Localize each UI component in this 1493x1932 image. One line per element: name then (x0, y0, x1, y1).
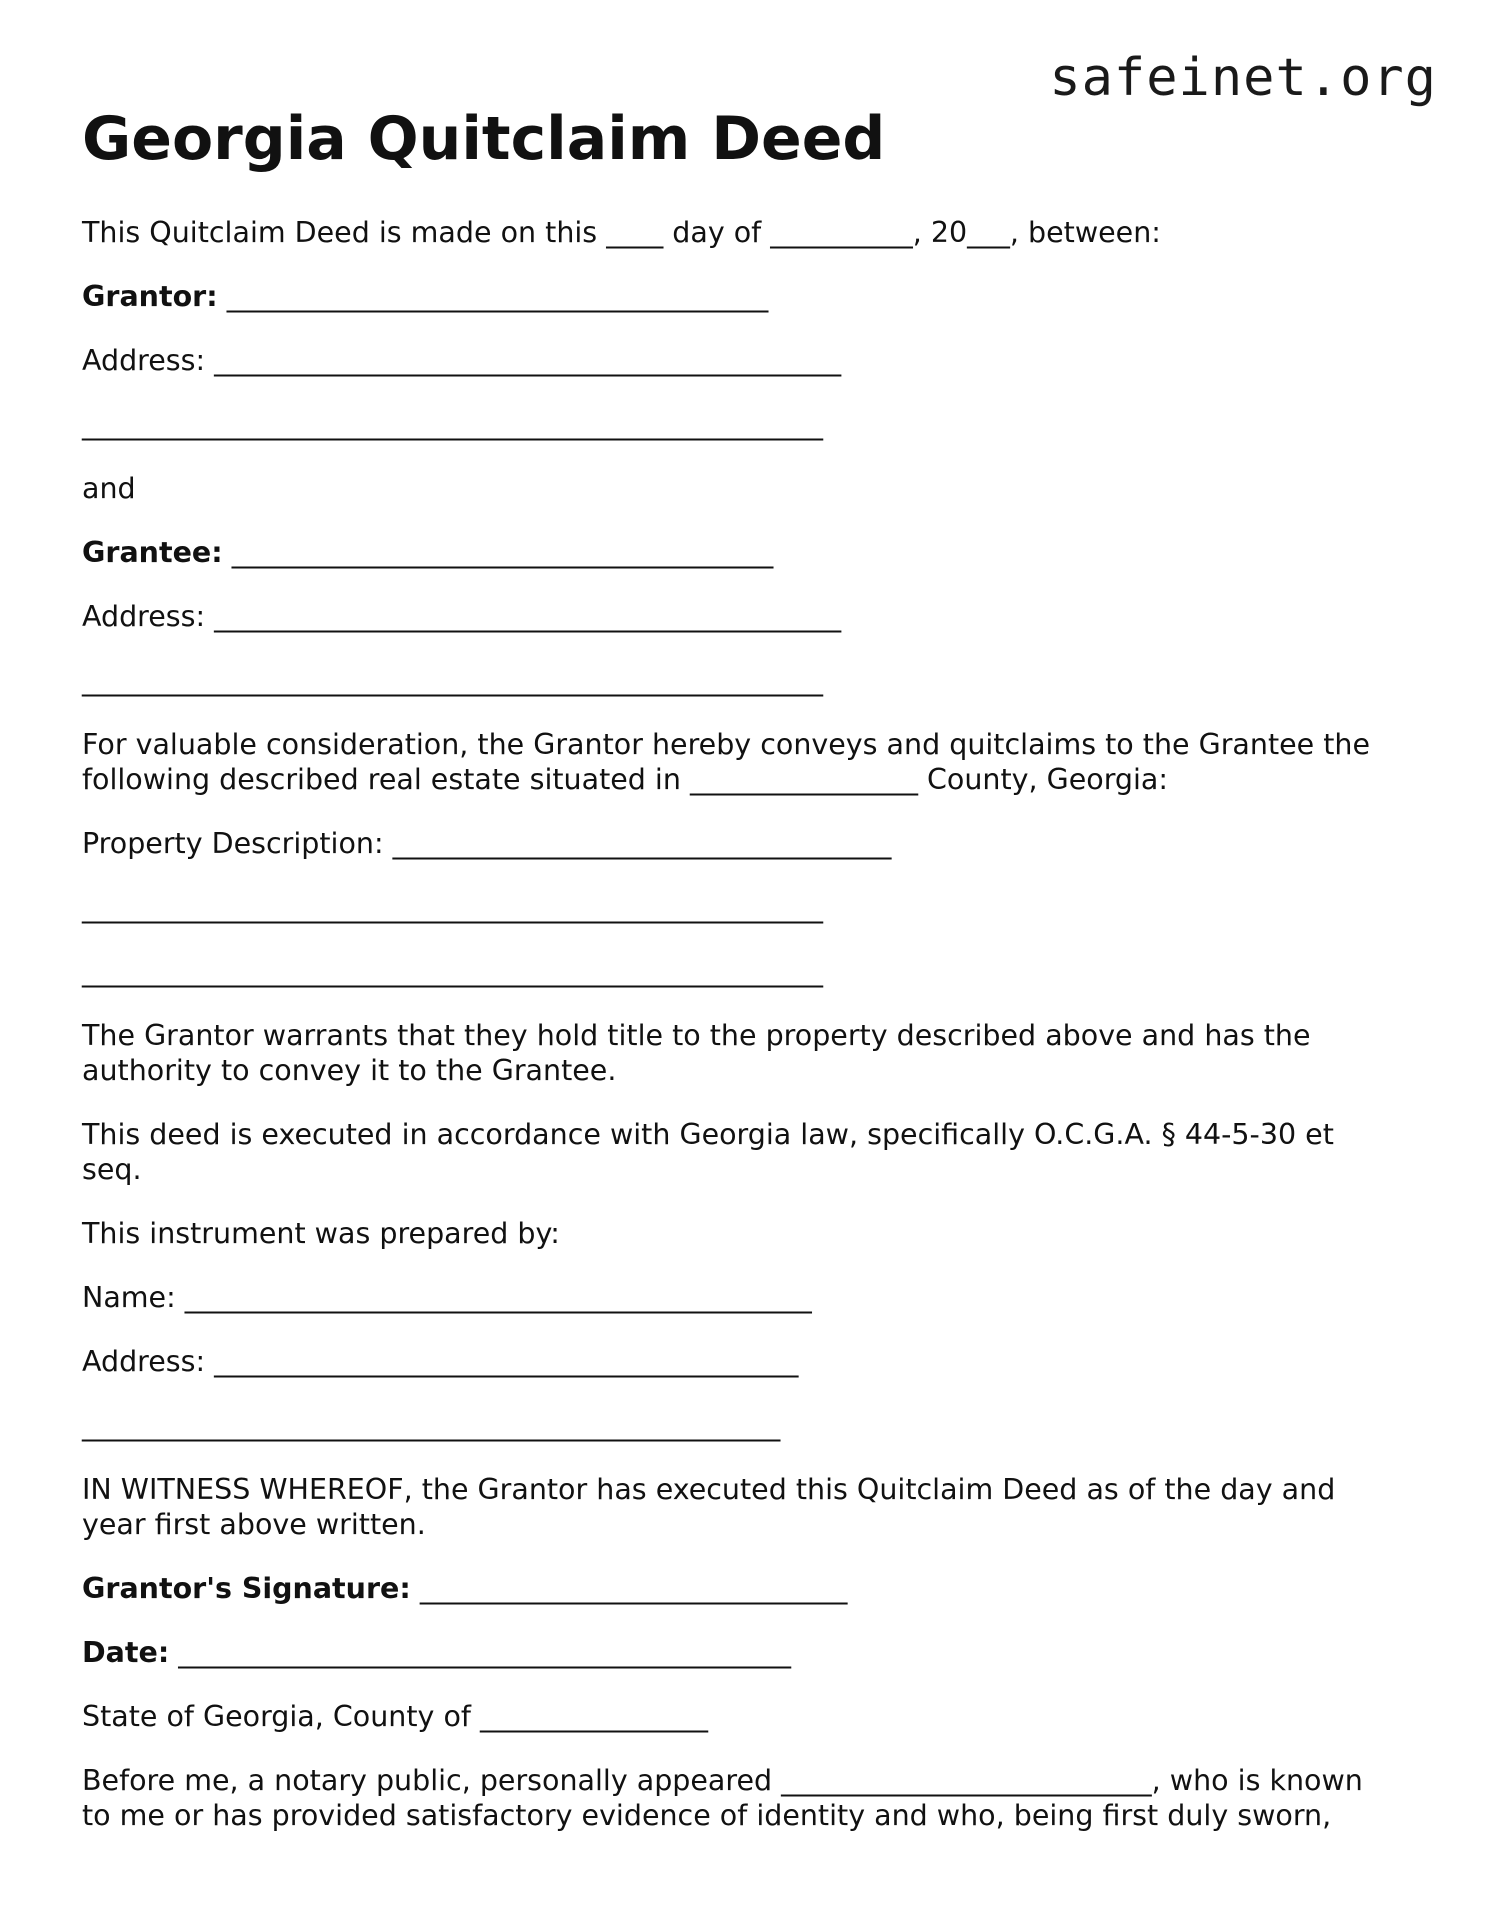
grantor-signature-field (82, 1571, 847, 1606)
grantor-signature-label: Grantor's Signature: (82, 1572, 411, 1605)
grantee-label: Grantee: (82, 536, 223, 569)
date-blank: ___________________________________________ (169, 1636, 792, 1669)
prepared-by-text: This instrument was prepared by: (82, 1217, 560, 1250)
property-description-field (82, 826, 891, 861)
notary-paragraph: Before me, a notary public, personally appeared __________________________, who is known to me or has provided satisfactory evidence of identity and who, being first duly sworn, (82, 1764, 1363, 1832)
property-description-label: Property Description: (82, 827, 384, 860)
intro-line: This Quitclaim Deed is made on this ____ day of __________, 20___, between: (82, 216, 1161, 249)
grantee-address-label: Address: (82, 600, 206, 633)
grantor-address-continuation: ____________________________________________________ (82, 408, 823, 441)
grantor-label: Grantor: (82, 280, 218, 313)
grantee-address-blank: ____________________________________________ (205, 600, 842, 633)
date-field (82, 1635, 791, 1670)
grantee-address-continuation: ____________________________________________________ (82, 664, 823, 697)
grantor-address-field (82, 343, 841, 378)
state-county-line: State of Georgia, County of ________________ (82, 1700, 708, 1733)
grantee-blank: ______________________________________ (222, 536, 774, 569)
preparer-address-continuation: _________________________________________________ (82, 1409, 781, 1442)
property-description-line-3: ____________________________________________________ (82, 955, 823, 988)
grantor-address-label: Address: (82, 344, 206, 377)
warranty-paragraph: The Grantor warrants that they hold title to the property described above and has the authority to convey it to the Grantee. (82, 1019, 1311, 1087)
law-paragraph: This deed is executed in accordance with Georgia law, specifically O.C.G.A. § 44-5-30 et seq. (82, 1118, 1334, 1186)
document-title: Georgia Quitclaim Deed (82, 104, 886, 174)
watermark: safeinet.org (1049, 48, 1437, 108)
grantor-address-blank: ____________________________________________ (205, 344, 842, 377)
grantor-blank: ______________________________________ (217, 280, 769, 313)
witness-paragraph: IN WITNESS WHEREOF, the Grantor has executed this Quitclaim Deed as of the day and year first above written. (82, 1473, 1336, 1541)
preparer-address-blank: _________________________________________ (205, 1345, 799, 1378)
preparer-address-field (82, 1344, 798, 1379)
grantor-signature-blank: ______________________________ (410, 1572, 848, 1605)
preparer-name-label: Name: (82, 1281, 176, 1314)
property-description-line-2: ____________________________________________________ (82, 891, 823, 924)
property-description-blank: ___________________________________ (383, 827, 892, 860)
preparer-name-blank: ____________________________________________ (175, 1281, 812, 1314)
and-text: and (82, 472, 136, 505)
grantee-address-field (82, 599, 841, 634)
grantor-field (82, 279, 768, 314)
grantee-field (82, 535, 773, 570)
preparer-name-field (82, 1280, 812, 1315)
date-label: Date: (82, 1636, 170, 1669)
consideration-paragraph: For valuable consideration, the Grantor hereby conveys and quitclaims to the Grantee the following described real estate situated in ________________ County, Georgia: (82, 728, 1371, 796)
preparer-address-label: Address: (82, 1345, 206, 1378)
